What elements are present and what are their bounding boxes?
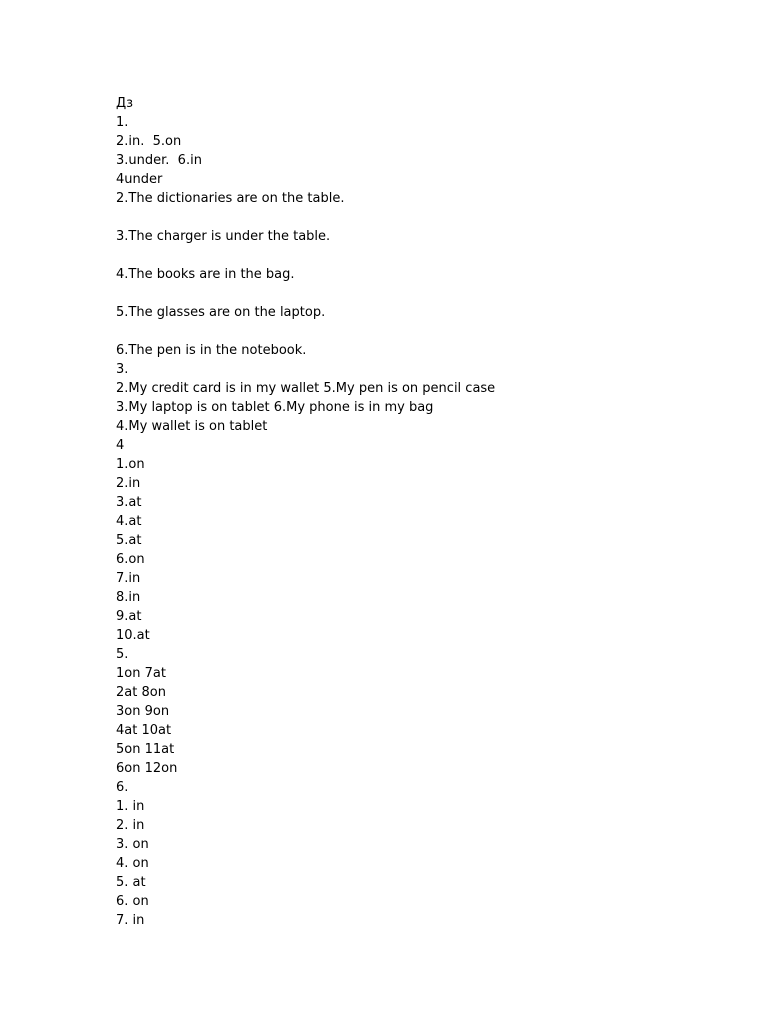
text-line: 1.on bbox=[116, 457, 145, 472]
text-line: 3. bbox=[116, 362, 129, 377]
text-line: 6.The pen is in the notebook. bbox=[116, 343, 307, 358]
text-line: 1on 7at bbox=[116, 666, 166, 681]
blank-line bbox=[116, 284, 736, 303]
text-line: 2at 8on bbox=[116, 685, 166, 700]
text-line: 6on 12on bbox=[116, 761, 178, 776]
text-line: 2.in bbox=[116, 476, 141, 491]
text-line: 4under bbox=[116, 172, 163, 187]
text-line: 3on 9on bbox=[116, 704, 170, 719]
text-line: 2.in. 5.on bbox=[116, 134, 182, 149]
text-line: 9.at bbox=[116, 609, 142, 624]
text-line: 8.in bbox=[116, 590, 141, 605]
text-line: 7.in bbox=[116, 571, 141, 586]
text-line: 3.My laptop is on tablet 6.My phone is in my bag bbox=[116, 400, 434, 415]
text-line: 3.The charger is under the table. bbox=[116, 229, 331, 244]
text-line: 4.My wallet is on tablet bbox=[116, 419, 268, 434]
text-line: 6. bbox=[116, 780, 129, 795]
text-line: 6.on bbox=[116, 552, 145, 567]
text-line: 4. on bbox=[116, 856, 149, 871]
text-line: 7. in bbox=[116, 913, 145, 928]
text-line: 5on 11at bbox=[116, 742, 175, 757]
blank-line bbox=[116, 246, 736, 265]
blank-line bbox=[116, 322, 736, 341]
document-page bbox=[116, 94, 736, 930]
text-line: 4 bbox=[116, 438, 125, 453]
text-line: 1. in bbox=[116, 799, 145, 814]
text-line: 5.The glasses are on the laptop. bbox=[116, 305, 326, 320]
text-line: 2.My credit card is in my wallet 5.My pen is on pencil case bbox=[116, 381, 496, 396]
text-line: 2.The dictionaries are on the table. bbox=[116, 191, 345, 206]
text-line: 3. on bbox=[116, 837, 149, 852]
text-line: 4at 10at bbox=[116, 723, 172, 738]
text-line: 3.under. 6.in bbox=[116, 153, 202, 168]
text-line: 4.at bbox=[116, 514, 142, 529]
text-line: 10.at bbox=[116, 628, 150, 643]
blank-line bbox=[116, 208, 736, 227]
text-line: 5. at bbox=[116, 875, 146, 890]
text-line: 6. on bbox=[116, 894, 149, 909]
text-line: 1. bbox=[116, 115, 129, 130]
text-line: 5.at bbox=[116, 533, 142, 548]
text-line: 2. in bbox=[116, 818, 145, 833]
text-line: 3.at bbox=[116, 495, 142, 510]
text-line: Дз bbox=[116, 96, 134, 111]
text-line: 4.The books are in the bag. bbox=[116, 267, 295, 282]
text-line: 5. bbox=[116, 647, 129, 662]
